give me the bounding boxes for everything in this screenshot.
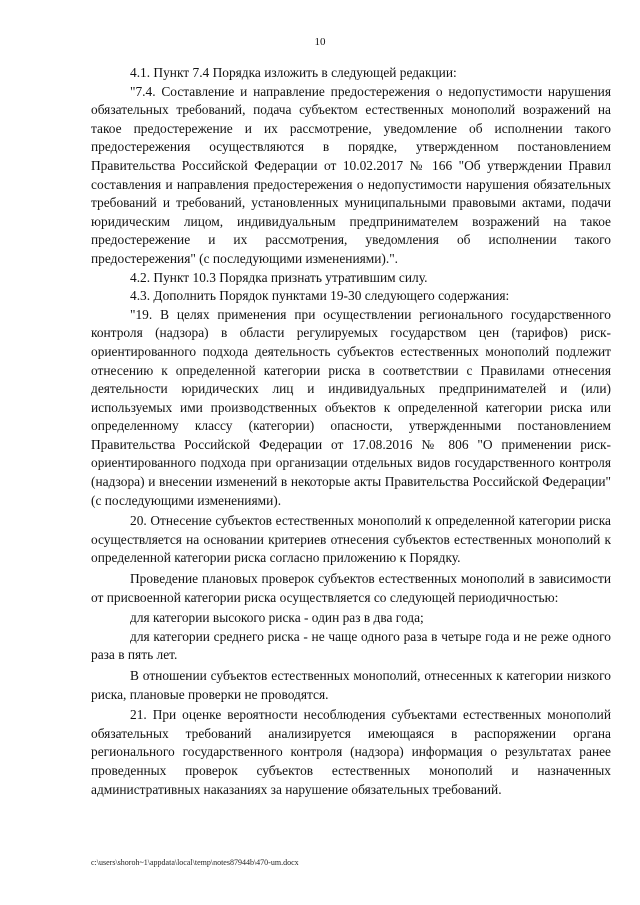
paragraph-high-risk: для категории высокого риска - один раз в два года; — [130, 610, 424, 626]
paragraph-low-risk: В отношении субъектов естественных монополий, отнесенных к категории низкого риска, плановые проверки не проводятся. — [91, 668, 611, 702]
document-body — [91, 64, 611, 799]
paragraph-19: "19. В целях применения при осуществлении регионального государственного контроля (надзора) в области регулируемых государством цен (тарифов) риск-ориентированного подхода деятельность субъектов естественных монополий подлежит отнесению к определенной категории риска в соответствии с Правилами отнесения деятельности юридических лиц и индивидуальных предпринимателей и (или) используемых ими производственных объектов к определенной категории риска или определенному классу (категории) опасности, утвержденными постановлением Правительства Российской Федерации от 17.08.2016 № 806 "О применении риск-ориентированного подхода при организации отдельных видов государственного контроля (надзора) и внесении изменений в некоторые акты Правительства Российской Федерации" (с последующими изменениями). — [91, 306, 611, 508]
paragraph-20: 20. Отнесение субъектов естественных монополий к определенной категории риска осуществляется на основании критериев отнесения субъектов естественных монополий к определенной категории риска согласно приложению к Порядку. — [91, 513, 611, 566]
paragraph-21: 21. При оценке вероятности несоблюдения субъектами естественных монополий обязательных требований анализируется имеющаяся в распоряжении органа регионального государственного контроля (надзора) информация о результатах ранее проведенных проверок субъектов естественных монополий и назначенных административных наказаниях за нарушение обязательных требований. — [91, 707, 611, 797]
page-number: 10 — [314, 36, 326, 48]
paragraph-planned-inspections: Проведение плановых проверок субъектов естественных монополий в зависимости от присвоенной категории риска осуществляется со следующей периодичностью: — [91, 571, 611, 605]
paragraph-medium-risk: для категории среднего риска - не чаще одного раза в четыре года и не реже одного раза в пять лет. — [91, 628, 611, 663]
paragraph-4-1: 4.1. Пункт 7.4 Порядка изложить в следующей редакции: — [130, 65, 457, 80]
paragraph-4-2: 4.2. Пункт 10.3 Порядка признать утратившим силу. — [130, 269, 428, 285]
paragraph-4-3: 4.3. Дополнить Порядок пунктами 19-30 следующего содержания: — [130, 288, 510, 304]
paragraph-7-4: "7.4. Составление и направление предостережения о недопустимости нарушения обязательных требований, подача субъектом естественных монополий возражений на такое предостережение и их рассмотрение, уведомление об исполнении такого предостережения осуществляются в порядке, утвержденном постановлением Правительства Российской Федерации от 10.02.2017 № 166 "Об утверждении Правил составления и направления предостережения о недопустимости нарушения обязательных требований и требований, установленных муниципальными правовыми актами, подачи юридическим лицом, индивидуальным предпринимателем возражений на такое предостережение и их рассмотрения, уведомления об исполнении такого предостережения" (с последующими изменениями).". — [91, 83, 611, 266]
file-path-footer: c:\users\shoroh~1\appdata\local\temp\notes87944b\470-um.docx — [91, 858, 299, 867]
